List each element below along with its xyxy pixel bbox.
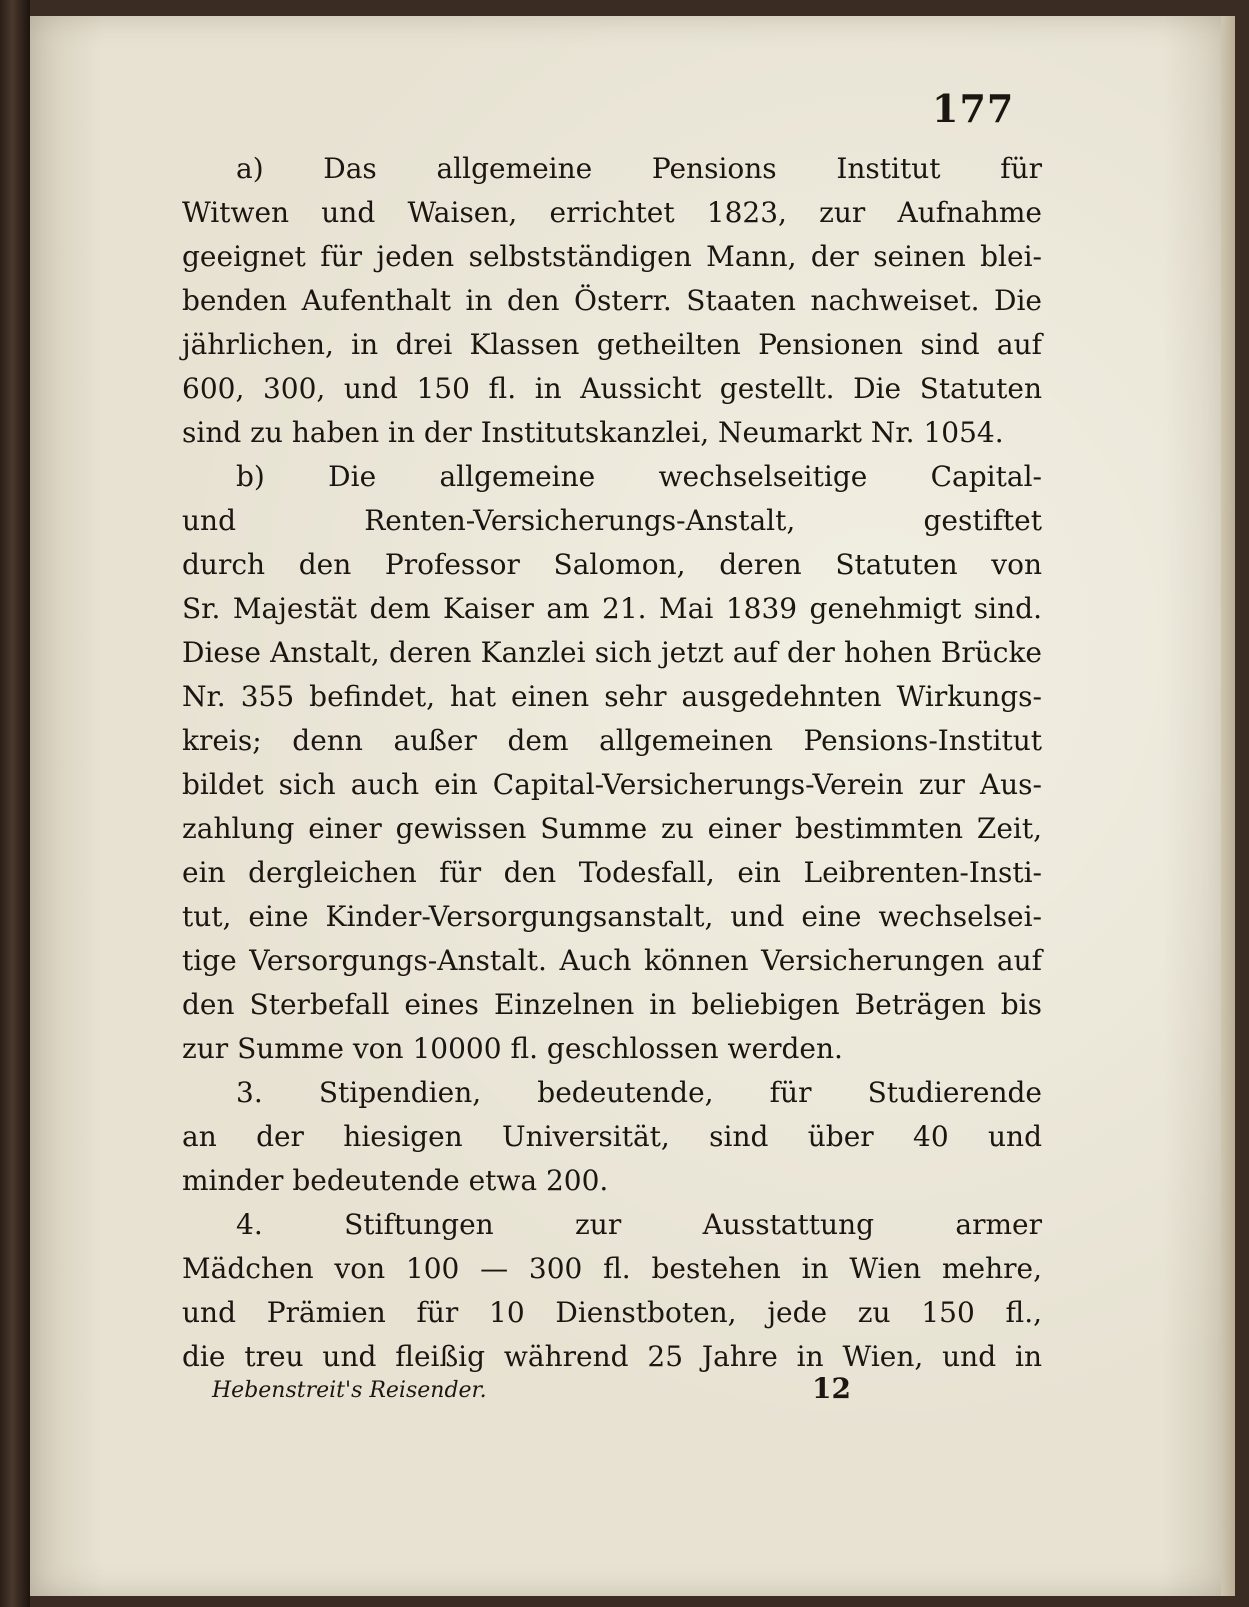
text-line: durch den Professor Salomon, deren Statuten von	[182, 548, 1042, 581]
text-line: bildet sich auch ein Capital-Versicherungs-Verein zur Aus-	[182, 768, 1042, 801]
text-line: tige Versorgungs-Anstalt. Auch können Versicherungen auf	[182, 944, 1042, 977]
book-spine	[0, 0, 30, 1607]
text-line: b) Die allgemeine wechselseitige Capital-	[236, 460, 1042, 493]
text-line: an der hiesigen Universität, sind über 40 und	[182, 1120, 1042, 1153]
text-line: den Sterbefall eines Einzelnen in beliebigen Beträgen bis	[182, 988, 1042, 1021]
text-line: und Prämien für 10 Dienstboten, jede zu 150 fl.,	[182, 1296, 1042, 1329]
text-line: kreis; denn außer dem allgemeinen Pensions-Institut	[182, 724, 1042, 757]
text-line: Diese Anstalt, deren Kanzlei sich jetzt auf der hohen Brücke	[182, 636, 1042, 669]
text-line: geeignet für jeden selbstständigen Mann, der seinen blei-	[182, 240, 1042, 273]
text-line: sind zu haben in der Institutskanzlei, Neumarkt Nr. 1054.	[182, 416, 1004, 449]
text-line: Witwen und Waisen, errichtet 1823, zur Aufnahme	[182, 196, 1042, 229]
running-footer: Hebenstreit's Reisender.	[212, 1378, 487, 1403]
page-number: 177	[932, 86, 1015, 131]
text-line: benden Aufenthalt in den Österr. Staaten nachweiset. Die	[182, 284, 1042, 317]
signature-mark: 12	[812, 1372, 851, 1405]
text-line: ein dergleichen für den Todesfall, ein Leibrenten-Insti-	[182, 856, 1042, 889]
text-line: jährlichen, in drei Klassen getheilten Pensionen sind auf	[182, 328, 1042, 361]
text-line: zur Summe von 10000 fl. geschlossen werden.	[182, 1032, 843, 1065]
text-line: minder bedeutende etwa 200.	[182, 1164, 609, 1197]
text-line: die treu und fleißig während 25 Jahre in Wien, und in	[182, 1340, 1042, 1373]
text-line: zahlung einer gewissen Summe zu einer bestimmten Zeit,	[182, 812, 1042, 845]
page-edge	[1221, 16, 1235, 1596]
text-line: 3. Stipendien, bedeutende, für Studierende	[236, 1076, 1042, 1109]
text-line: Mädchen von 100 — 300 fl. bestehen in Wien mehre,	[182, 1252, 1042, 1285]
text-line: a) Das allgemeine Pensions Institut für	[236, 152, 1042, 185]
text-line: Nr. 355 befindet, hat einen sehr ausgedehnten Wirkungs-	[182, 680, 1042, 713]
text-line: 600, 300, und 150 fl. in Aussicht gestellt. Die Statuten	[182, 372, 1042, 405]
text-line: tut, eine Kinder-Versorgungsanstalt, und eine wechselsei-	[182, 900, 1042, 933]
text-line: Sr. Majestät dem Kaiser am 21. Mai 1839 genehmigt sind.	[182, 592, 1042, 625]
text-line: und Renten-Versicherungs-Anstalt, gestiftet	[182, 504, 1042, 537]
text-line: 4. Stiftungen zur Ausstattung armer	[236, 1208, 1042, 1241]
